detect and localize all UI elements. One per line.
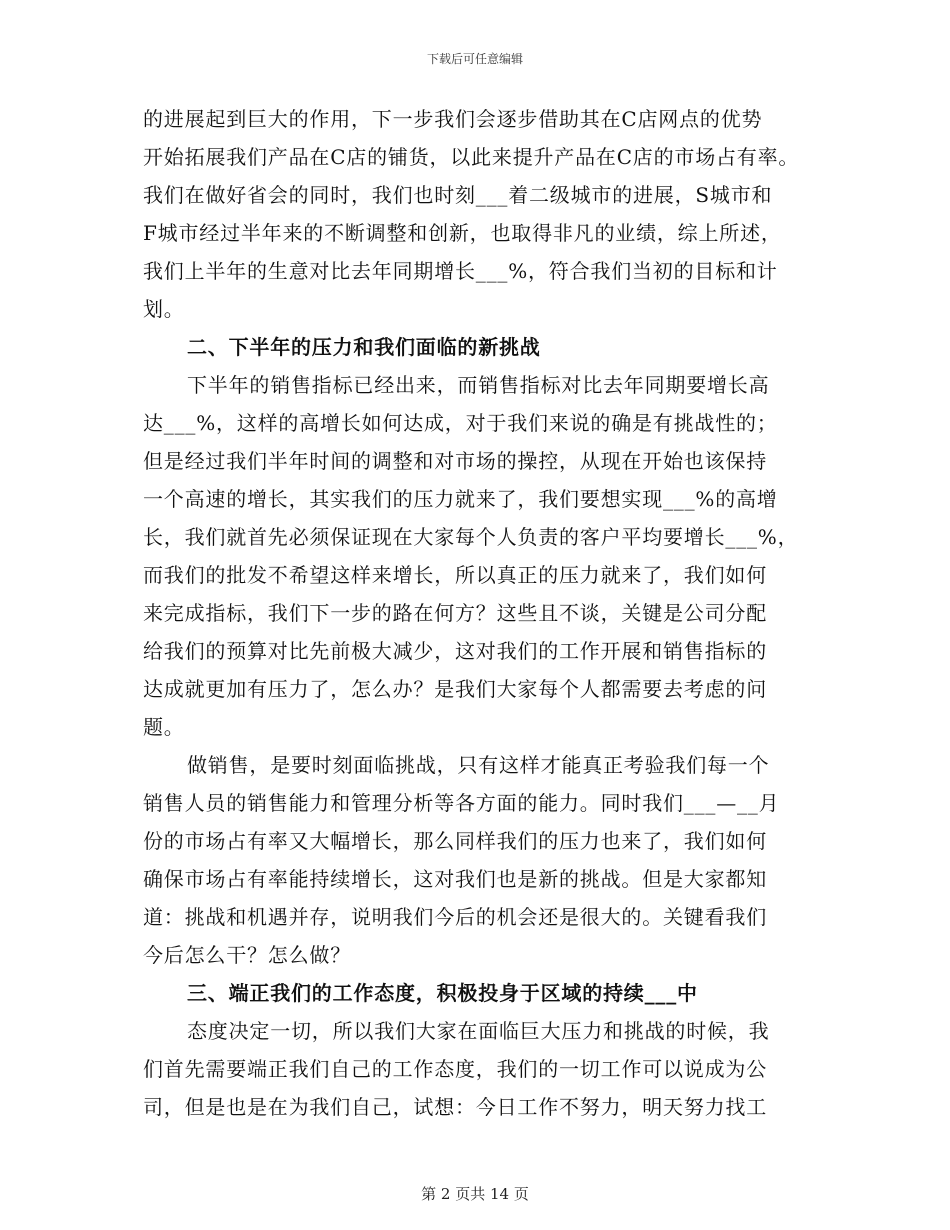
page-footer: 第 2 页共 14 页	[421, 1185, 529, 1203]
section-heading: 二、下半年的压力和我们面临的新挑战	[187, 335, 541, 359]
text-line: 划。	[143, 297, 185, 321]
text-line: 态度决定一切，所以我们大家在面临巨大压力和挑战的时候，我	[187, 1019, 770, 1043]
text-line: 我们上半年的生意对比去年同期增长___%，符合我们当初的目标和计	[143, 259, 778, 283]
text-line: 下半年的销售指标已经出来，而销售指标对比去年同期要增长高	[187, 373, 770, 397]
text-line: 做销售，是要时刻面临挑战，只有这样才能真正考验我们每一个	[187, 753, 770, 777]
text-line: 们首先需要端正我们自己的工作态度，我们的一切工作可以说成为公	[143, 1057, 767, 1081]
text-line: 确保市场占有率能持续增长，这对我们也是新的挑战。但是大家都知	[143, 867, 767, 891]
text-line: 达___%，这样的高增长如何达成，对于我们来说的确是有挑战性的；	[143, 411, 778, 435]
text-line: 开始拓展我们产品在C店的铺货，以此来提升产品在C店的市场占有率。	[143, 145, 800, 169]
text-line: 长，我们就首先必须保证现在大家每个人负责的客户平均要增长___%，	[143, 525, 799, 549]
text-line: 司，但是也是在为我们自己，试想：今日工作不努力，明天努力找工	[143, 1095, 767, 1119]
text-line: 但是经过我们半年时间的调整和对市场的操控，从现在开始也该保持	[143, 449, 767, 473]
text-line: 给我们的预算对比先前极大减少，这对我们的工作开展和销售指标的	[143, 639, 767, 663]
text-line: 来完成指标，我们下一步的路在何方？这些且不谈，关键是公司分配	[143, 601, 767, 625]
text-line: 今后怎么干？怎么做？	[143, 943, 351, 967]
text-line: 题。	[143, 715, 185, 739]
text-line: F城市经过半年来的不断调整和创新，也取得非凡的业绩，综上所述，	[143, 221, 782, 245]
text-line: 一个高速的增长，其实我们的压力就来了，我们要想实现___%的高增	[143, 487, 778, 511]
text-line: 我们在做好省会的同时，我们也时刻___着二级城市的进展，S城市和	[143, 183, 773, 207]
text-line: 达成就更加有压力了，怎么办？是我们大家每个人都需要去考虑的问	[143, 677, 767, 701]
text-line: 的进展起到巨大的作用，下一步我们会逐步借助其在C店网点的优势	[143, 107, 763, 131]
section-heading: 三、端正我们的工作态度，积极投身于区域的持续___中	[187, 981, 698, 1005]
text-line: 份的市场占有率又大幅增长，那么同样我们的压力也来了，我们如何	[143, 829, 767, 853]
text-line: 销售人员的销售能力和管理分析等各方面的能力。同时我们___—__月	[143, 791, 780, 815]
text-line: 而我们的批发不希望这样来增长，所以真正的压力就来了，我们如何	[143, 563, 767, 587]
page-header: 下载后可任意编辑	[426, 52, 523, 66]
document-body	[143, 100, 813, 1126]
text-line: 道：挑战和机遇并存，说明我们今后的机会还是很大的。关键看我们	[143, 905, 767, 929]
